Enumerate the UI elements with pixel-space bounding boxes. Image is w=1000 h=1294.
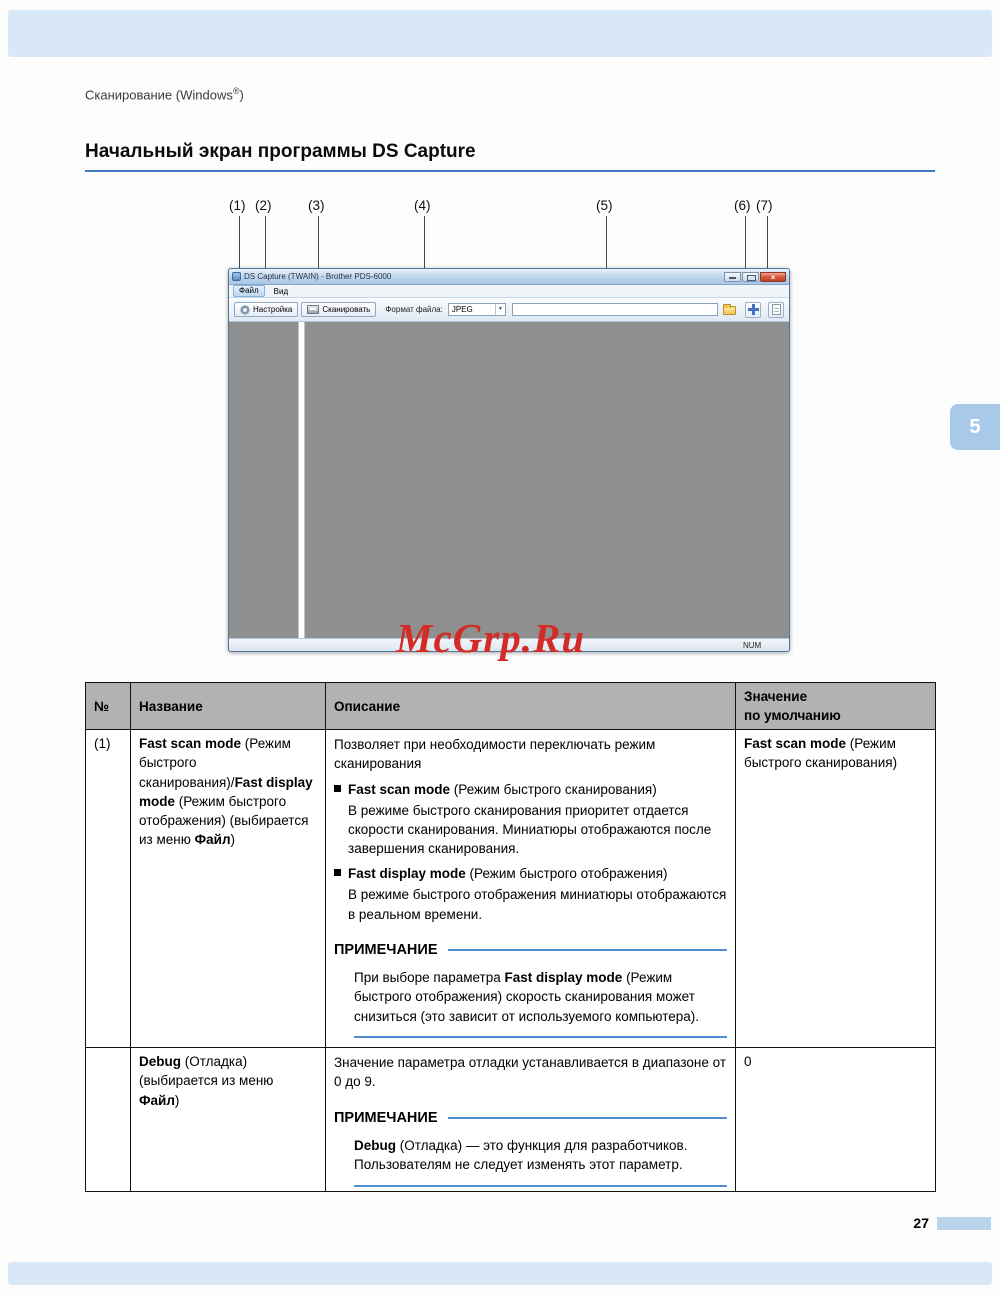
bullet-item — [334, 780, 727, 799]
note-header — [334, 1108, 727, 1129]
callout-2: (2) — [255, 198, 272, 213]
save-path-field[interactable] — [512, 303, 718, 316]
window-title: DS Capture (TWAIN) - Brother PDS-6000 — [244, 272, 392, 281]
footer-decor-rect — [937, 1217, 991, 1230]
settings-button-label: Настройка — [253, 305, 293, 314]
note-text: (Отладка) — это функция для разработчиков. Пользователям не следует изменять этот параметр. — [354, 1138, 688, 1173]
watermark: McGrp.Ru — [396, 615, 586, 661]
file-format-select[interactable] — [448, 303, 506, 316]
breadcrumb-text: Сканирование (Windows — [85, 87, 233, 103]
row1-desc-intro: Позволяет при необходимости переключать режим сканирования — [334, 737, 656, 772]
spec-table — [85, 682, 936, 1192]
row1-number: (1) — [86, 730, 131, 1048]
window-controls — [724, 272, 786, 282]
fit-view-button[interactable] — [745, 302, 761, 318]
col-header-name: Название — [131, 683, 326, 730]
settings-button[interactable] — [234, 302, 298, 317]
row1-description — [326, 730, 736, 1048]
note-rule-top — [448, 949, 728, 951]
note-header — [334, 940, 727, 961]
app-icon — [232, 272, 241, 281]
breadcrumb-close: ) — [239, 87, 244, 103]
close-button[interactable]: × — [760, 272, 786, 282]
row2-name-text2: ) — [174, 1092, 180, 1108]
bullet1-body: В режиме быстрого сканирования приоритет отдается скорости сканирования. Миниатюры отображаются после завершения сканирования. — [348, 802, 712, 857]
row1-name-text1: (Режим быстрого сканирования)/ — [139, 736, 291, 790]
menu-bar — [229, 285, 789, 298]
row1-default — [736, 730, 936, 1048]
row1-name-text3: ) — [230, 832, 236, 848]
note-block — [334, 940, 727, 1038]
callout-4: (4) — [414, 198, 431, 213]
chevron-down-icon: ▼ — [495, 304, 505, 315]
registered-mark: ® — [232, 86, 240, 96]
table-header-row — [86, 683, 936, 730]
col-header-desc: Описание — [326, 683, 736, 730]
row2-description — [326, 1048, 736, 1191]
toolbar — [229, 298, 789, 322]
gear-icon — [240, 305, 250, 315]
row1-name-bold2: Fast display mode — [139, 774, 313, 809]
note-body — [354, 968, 727, 1025]
row1-name-text2: (Режим быстрого отображения) (выбирается из меню — [139, 793, 309, 848]
menu-view[interactable]: Вид — [273, 286, 289, 296]
bullet1-bold: Fast scan mode — [348, 781, 451, 797]
window-titlebar — [229, 269, 789, 285]
minimize-button[interactable] — [724, 272, 741, 282]
row1-default-bold: Fast scan mode — [744, 736, 847, 752]
page-icon — [772, 304, 781, 315]
row2-name-bold2: Файл — [139, 1092, 175, 1108]
bullet-square-icon — [334, 785, 341, 792]
note-bold: Fast display mode — [504, 970, 623, 986]
callout-5: (5) — [596, 198, 613, 213]
menu-file[interactable]: Файл — [233, 285, 265, 297]
bottom-decor-bar — [8, 1262, 992, 1285]
file-format-label: Формат файла: — [385, 305, 443, 314]
row2-desc: Значение параметра отладки устанавливается в диапазоне от 0 до 9. — [334, 1055, 727, 1090]
note-rule-bottom — [354, 1036, 727, 1038]
app-window — [228, 268, 790, 652]
thumbnail-pane[interactable] — [298, 322, 305, 638]
note-rule-top — [448, 1117, 728, 1119]
bullet2-rest: (Режим быстрого отображения) — [465, 866, 668, 882]
table-row — [86, 730, 936, 1048]
screenshot-figure — [228, 196, 790, 662]
table-row — [86, 1048, 936, 1191]
page-title: Начальный экран программы DS Capture — [85, 141, 476, 162]
callout-6: (6) — [734, 198, 751, 213]
row2-name — [131, 1048, 326, 1191]
note-block — [334, 1108, 727, 1187]
maximize-button[interactable] — [742, 272, 759, 282]
note-body — [354, 1136, 727, 1174]
col-header-default — [736, 683, 936, 730]
bullet-square-icon — [334, 869, 341, 876]
row2-name-bold1: Debug — [139, 1054, 181, 1070]
row2-number — [86, 1048, 131, 1191]
bullet-item — [334, 864, 727, 883]
bullet1-rest: (Режим быстрого сканирования) — [450, 781, 657, 797]
note-text2: (Режим быстрого отображения) скорость сканирования может снизиться (это зависит от используемого компьютера). — [354, 970, 700, 1024]
row1-name — [131, 730, 326, 1048]
move-cross-icon — [748, 304, 759, 315]
row2-name-text1: (Отладка) (выбирается из меню — [139, 1054, 274, 1089]
callout-7: (7) — [756, 198, 773, 213]
note-text1: При выборе параметра — [354, 970, 505, 986]
top-decor-bar — [8, 10, 992, 57]
scanner-icon — [307, 305, 319, 314]
col-header-default-line1: Значение — [744, 689, 808, 704]
page-number: 27 — [913, 1215, 929, 1231]
callout-1: (1) — [229, 198, 246, 213]
callout-3: (3) — [308, 198, 325, 213]
note-title: ПРИМЕЧАНИЕ — [334, 941, 438, 958]
scan-button[interactable] — [301, 302, 376, 317]
note-rule-bottom — [354, 1185, 727, 1187]
row1-default-text: (Режим быстрого сканирования) — [744, 736, 898, 771]
bullet2-body: В режиме быстрого отображения миниатюры отображаются в реальном времени. — [348, 887, 727, 922]
browse-folder-button[interactable] — [721, 302, 737, 318]
note-bold: Debug — [354, 1138, 396, 1154]
scan-button-label: Сканировать — [322, 305, 371, 314]
col-header-default-line2: по умолчанию — [744, 708, 841, 724]
file-format-value: JPEG — [451, 305, 473, 314]
title-underline — [85, 170, 935, 172]
breadcrumb — [85, 86, 244, 102]
row1-name-bold3: Файл — [194, 832, 231, 848]
num-lock-indicator: NUM — [743, 641, 762, 650]
note-title: ПРИМЕЧАНИЕ — [334, 1109, 438, 1126]
chapter-tab: 5 — [950, 404, 1000, 450]
col-header-num: № — [86, 683, 131, 730]
row1-name-bold1: Fast scan mode — [139, 736, 242, 752]
page-view-button[interactable] — [768, 302, 784, 318]
folder-icon — [723, 306, 736, 315]
scan-preview-area — [229, 322, 789, 638]
bullet2-bold: Fast display mode — [348, 866, 466, 882]
row2-default: 0 — [736, 1048, 936, 1191]
